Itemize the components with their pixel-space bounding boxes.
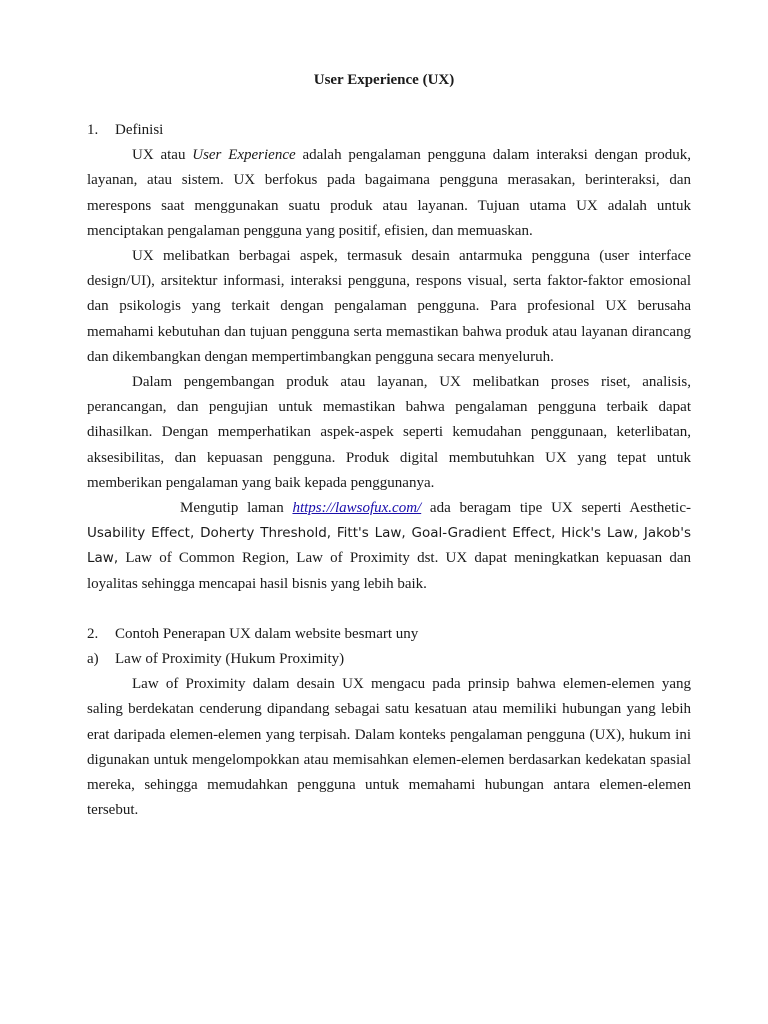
paragraph-proximity: Law of Proximity dalam desain UX mengacu pada prinsip bahwa elemen-elemen yang saling berdekatan cenderung dipandang sebagai satu kesatuan atau memiliki hubungan yang lebih erat daripada elemen-elemen yang terpisah. Dalam konteks pengalaman pengguna (UX), hukum ini digunakan untuk mengelompokkan atau memisahkan elemen-elemen berdasarkan kedekatan spasial mereka, sehingga memudahkan pengguna untuk memahami hubungan antara elemen-elemen tersebut. <box>87 676 691 819</box>
italic-term: User Experience <box>192 147 296 164</box>
paragraph-aspects: UX melibatkan berbagai aspek, termasuk desain antarmuka pengguna (user interface design/UI), arsitektur informasi, interaksi pengguna, respons visual, serta faktor-faktor emosional dan psikologis yang terkait dengan pengalaman pengguna. Para profesional UX berusaha memahami kebutuhan dan tujuan pengguna serta memastikan bahwa produk atau layanan dirancang dan dikembangkan dengan mempertimbangkan pengguna secara menyeluruh. <box>87 248 691 365</box>
paragraph-development: Dalam pengembangan produk atau layanan, UX melibatkan proses riset, analisis, perancangan, dan pengujian untuk memastikan bahwa pengalaman pengguna terbaik dapat dihasilkan. Dengan memperhatikan aspek-aspek seperti kemudahan penggunaan, keterlibatan, aksesibilitas, dan kepuasan pengguna. Produk digital membutuhkan UX yang tepat untuk memberikan pengalaman yang baik kepada penggunanya. <box>87 374 691 491</box>
section-2-title: Contoh Penerapan UX dalam website besmart uny <box>115 625 419 642</box>
paragraph-text: Mengutip laman <box>180 500 293 517</box>
paragraph-text: Law of Common Region, Law of Proximity dst. UX dapat meningkatkan kepuasan dan loyalitas sehingga mencapai hasil bisnis yang lebih baik. <box>87 550 691 592</box>
document-body <box>87 118 691 823</box>
subsection-a-title: Law of Proximity (Hukum Proximity) <box>115 651 345 668</box>
section-1-title: Definisi <box>115 122 164 138</box>
paragraph-laws-of-ux <box>87 496 691 597</box>
section-2-number: 2. <box>87 625 99 642</box>
paragraph-definition <box>87 143 691 244</box>
paragraph-text: ada beragam tipe UX seperti Aesthetic- <box>421 500 692 517</box>
law-list-text: Usability Effect, Doherty Threshold, Fitt's Law, Goal-Gradient Effect, Hick's Law, Jakob's Law, <box>87 525 691 567</box>
section-2-heading <box>87 622 691 647</box>
paragraph-text: UX atau <box>132 147 193 164</box>
subsection-a-number: a) <box>87 651 99 668</box>
page-title: User Experience (UX) <box>313 72 455 88</box>
lawsofux-link[interactable]: https://lawsofux.com/ <box>292 500 422 517</box>
subsection-a-heading <box>87 647 691 672</box>
section-1-heading <box>87 118 691 143</box>
spacer <box>87 597 691 622</box>
section-1-number: 1. <box>87 122 99 138</box>
paragraph-text: adalah pengalaman pengguna dalam interaksi dengan produk, layanan, atau sistem. UX berfokus pada bagaimana pengguna merasakan, berinteraksi, dan merespons saat menggunakan suatu produk atau layanan. Tujuan utama UX adalah untuk menciptakan pengalaman pengguna yang positif, efisien, dan memuaskan. <box>87 147 691 239</box>
